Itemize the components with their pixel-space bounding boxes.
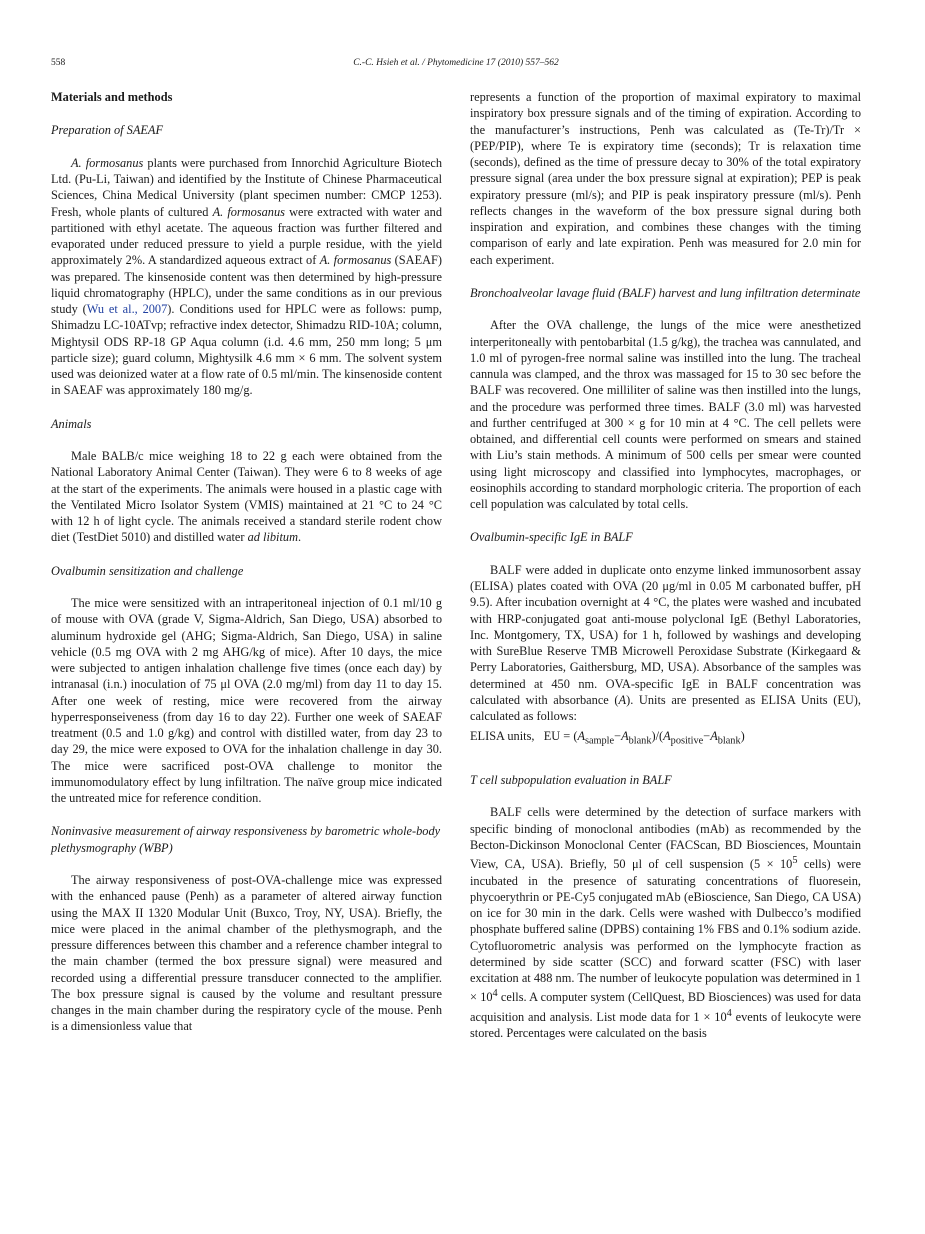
paragraph-wbp: The airway responsiveness of post-OVA-challenge mice was expressed with the enhanced pause (Penh) as a parameter of altered airway function using the MAX II 1320 Modular Unit (Buxco, Troy, NY, USA). Briefly, the mice were placed in the animal chamber of the plethysmograph, and the pressure differences between this chamber and a reference chamber integral to the main chamber (termed the box pressure signal) were measured and recorded using a differential pressure transducer connected to the amplifier. The box pressure signal is caused by the volume and resultant pressure changes in the main chamber during the respiratory cycle of the mouse. Penh is a dimensionless value that: [51, 873, 442, 1034]
subsection-title-preparation: Preparation of SAEAF: [51, 123, 163, 138]
running-header: [51, 56, 861, 70]
paragraph-animals: Male BALB/c mice weighing 18 to 22 g each were obtained from the National Laboratory Animal Center (Taiwan). They were 6 to 8 weeks of age at the start of the experiments. The animals were housed in a plastic cage with the Ventilated Micro Isolator System (VMIS) maintained at 21 °C to 24 °C with 12 h of light cycle. The animals received a standard sterile rodent chow diet (TestDiet 5010) and distilled water ad libitum.: [51, 449, 442, 545]
section-heading-materials-methods: Materials and methods: [51, 90, 173, 104]
subsection-title-balf-harvest: Bronchoalveolar lavage fluid (BALF) harvest and lung infiltration determinate: [470, 285, 861, 300]
subsection-title-animals: Animals: [51, 416, 92, 431]
journal-citation: C.-C. Hsieh et al. / Phytomedicine 17 (2010) 557–562: [353, 58, 559, 68]
paragraph-penh-continued: represents a function of the proportion of maximal expiratory to maximal inspiratory box pressure signals and of the timing of expiration. According to the manufacturer’s instructions, Penh was calculated as (Te-Tr)/Tr × (PEP/PIP), where Te is expiratory time (seconds); Tr is relaxation time (seconds), defined as the time of pressure decay to 30% of the total expiratory pressure signal (area under the box pressure signal at expiration); PEP is peak expiratory pressure (ml/s); and PIP is peak inspiratory pressure (ml/s). Penh reflects changes in the waveform of the box pressure signal during both inspiration and expiration, and combines these changes with the timing comparison of early and late expiration. Penh was measured for 2.0 min for each experiment.: [470, 90, 861, 267]
subsection-title-ova-sensitization: Ovalbumin sensitization and challenge: [51, 563, 244, 578]
right-column: [470, 89, 861, 1041]
subsection-title-ova-ige: Ovalbumin-specific IgE in BALF: [470, 530, 633, 545]
paragraph-ova-sensitization: The mice were sensitized with an intraperitoneal injection of 0.1 ml/10 g of mouse with OVA (grade V, Sigma-Aldrich, San Diego, USA) absorbed to aluminum hydroxide gel (AHG; Sigma-Aldrich, San Diego, USA) in saline vehicle (0.5 mg OVA with 2 mg AHG/kg of mice). After 10 days, the mice were subjected to antigen inhalation challenge five times (once each day) by intranasal (i.n.) inoculation of 75 μl OVA (2.0 mg/ml) from day 11 to day 15. After one week of resting, mice were recovered from the airway hyperresponseiveness (from day 16 to day 22). Further one week of SAEAF treatment (0.5 and 1.0 g/kg) and control with distilled water, from day 23 to day 29, the mice were exposed to OVA for the inhalation challenge in day 30. The mice were sacrificed post-OVA challenge to monitor the immunomodulatory effect by lung infiltration. The naïve group mice indicated the untreated mice for reference condition.: [51, 596, 442, 805]
paragraph-preparation: A. formosanus plants were purchased from Innorchid Agriculture Biotech Ltd. (Pu-Li, Taiwan) and identified by the Institute of Chinese Pharmaceutical Sciences, China Medical University (plant specimen number: CMCP 1253). Fresh, whole plants of cultured A. formosanus were extracted with water and partitioned with ethyl acetate. The aqueous fraction was further filtered and evaporated under reduced pressure to yield a purple residue, with the yield approximately 2%. A standardized aqueous extract of A. formosanus (SAEAF) was prepared. The kinsenoside content was then determined by high-pressure liquid chromatography (HPLC), under the same conditions as in our previous study (Wu et al., 2007). Conditions used for HPLC were as follows: pump, Shimadzu LC-10ATvp; refractive index detector, Shimadzu RID-10A; column, Mightysil ODS RP-18 GP Aqua column (i.d. 4.6 mm, 250 mm long; 5 μm particle size); guard column, Mightysilk 4.6 mm × 6 mm. The solvent system used was deionized water at a flow rate of 0.5 ml/min. The kinsenoside content in SAEAF was approximately 180 mg/g.: [51, 155, 443, 398]
left-column: [51, 89, 442, 1035]
paragraph-ova-ige: BALF were added in duplicate onto enzyme linked immunosorbent assay (ELISA) plates coated with OVA (20 μg/ml in 0.05 M carbonated buffer, pH 9.5). After incubation overnight at 4 °C, the plates were washed and incubated with HRP-conjugated goat anti-mouse polyclonal IgE (Bethyl Laboratories, Inc. Montgomery, TX, USA) for 1 h, followed by washings and developing with SureBlue Reserve TMB Microwell Peroxidase Substrate (Kirkegaard & Perry Laboratories, Gaithersburg, MD, USA). Absorbance of the samples was determined at 450 nm. OVA-specific IgE in BALF concentration was calculated with absorbance (A). Units are presented as ELISA Units (EU), calculated as follows:: [470, 562, 862, 723]
elisa-equation: ELISA units, EU = $(A_{sample}-A_{blank})/(A_{positive}-A_{blank})$: [470, 729, 745, 747]
paragraph-balf-harvest: After the OVA challenge, the lungs of the mice were anesthetized interperitoneally with pentobarbital (1.5 g/kg), the trachea was cannulated, and 1.0 ml of pyrogen-free normal saline was instilled into the lung. The tracheal cannula was clamped, and the throx was massaged for 15 to 30 sec before the BALF was recovered. One milliliter of saline was then instilled into the lungs, and the procedure was performed three times. BALF (3.0 ml) was harvested and further centrifuged at 300 × g for 10 min at 4 °C. The cell pellets were obtained, and differential cell counts were performed on smears and stained with Liu’s stain methods. A minimum of 500 cells per smear were counted using light microscopy and classified into lymphocytes, macrophages, or eosinophils according to standard morphologic criteria. The proportion of each cell population was calculated by total cells.: [470, 318, 861, 511]
paragraph-t-cell: BALF cells were determined by the detection of surface markers with specific binding of monoclonal antibodies (mAb) as recommended by the Becton-Dickinson Monoclonal Center (FACScan, BD Biosciences, Mountain View, CA, USA). Briefly, 50 μl of cell suspension ($5 \times 10^5$ cells) were incubated in the presence of saturating concentrations of fluoresein, phycoerythrin or PE-Cy5 conjugated mAb (eBioscience, San Diego, CA USA) on ice for 30 min in the dark. Cells were washed with Dulbecco’s modified phosphate buffered saline (DPBS) containing 1% FBS and 0.1% sodium azide. Cytofluorometric analysis was performed on the lymphocyte fraction as determined by side scatter (SCC) and forward scatter (FSC) with laser excitation at 488 nm. The number of leukocyte population was determined in $1 \times 10^4$ cells. A computer system (CellQuest, BD Biosciences) was used for data acquisition and analysis. List mode data for $1 \times 10^4$ events of leukocyte were stored. Percentages were calculated on the basis: [470, 805, 862, 1041]
subsection-title-t-cell: T cell subpopulation evaluation in BALF: [470, 772, 672, 787]
page-number: 558: [51, 58, 66, 68]
citation-link-wu-2007[interactable]: Wu et al., 2007: [86, 302, 168, 316]
subsection-title-wbp: Noninvasive measurement of airway responsiveness by barometric whole-body plethysmography (WBP): [51, 824, 441, 855]
